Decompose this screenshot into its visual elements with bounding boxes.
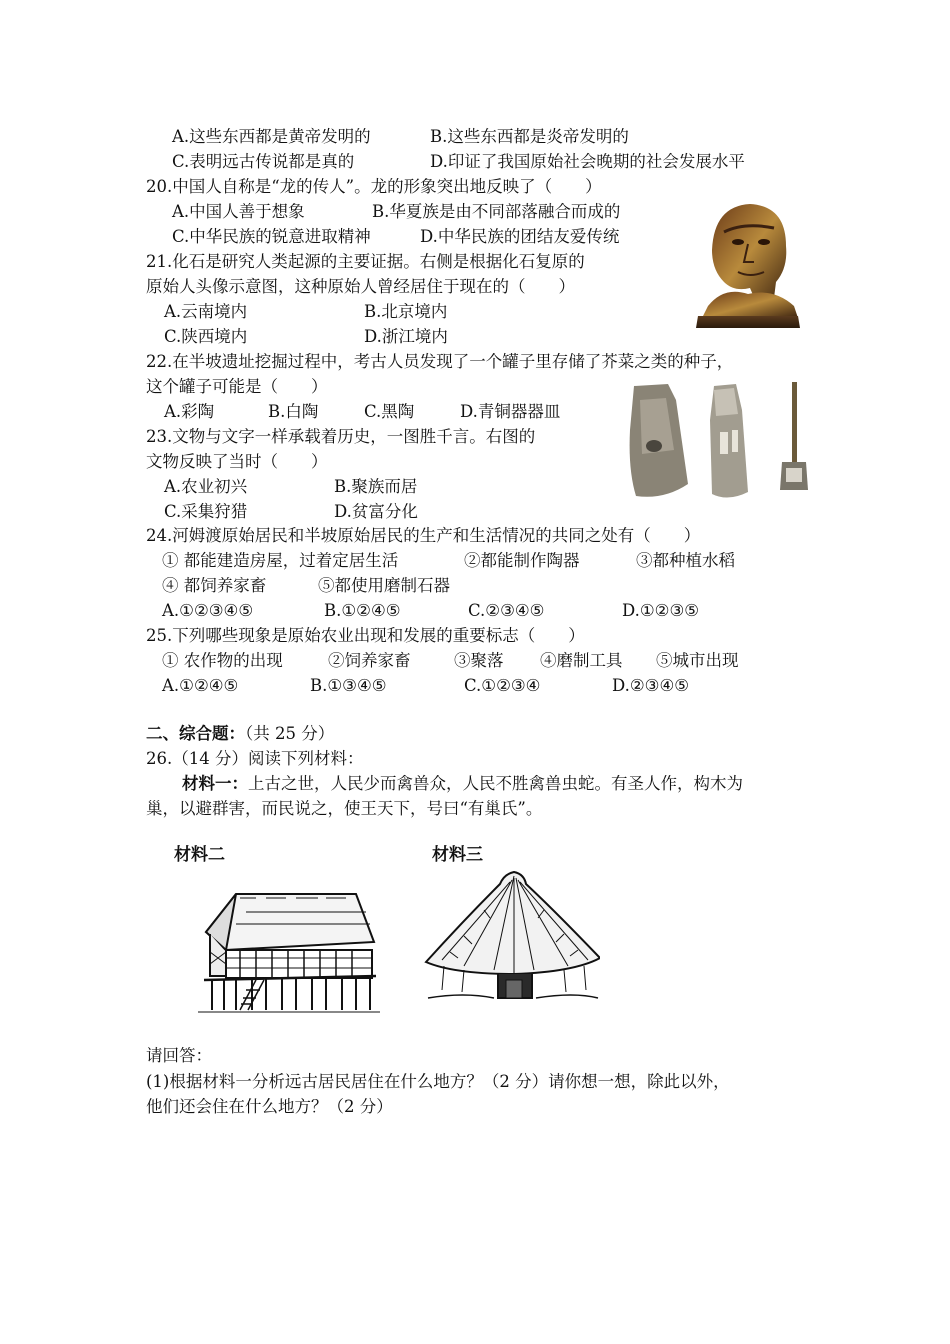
q24-option-b: B.①②④⑤ — [324, 601, 401, 620]
q25-item-4: ④磨制工具 — [540, 651, 623, 670]
q21-stem-line2: 原始人头像示意图，这种原始人曾经居住于现在的（ ） — [146, 277, 575, 296]
q22-stem-line2: 这个罐子可能是（ ） — [146, 377, 328, 396]
q22-option-b: B.白陶 — [268, 402, 319, 421]
q23-stem-line1: 23.文物与文字一样承载着历史，一图胜千言。右图的 — [146, 427, 536, 446]
section2-title: 二、综合题： — [146, 724, 245, 743]
q25-option-b: B.①③④⑤ — [310, 676, 387, 695]
q26-sub1-line2: 他们还会住在什么地方？（2 分） — [146, 1097, 393, 1116]
q24-item-2: ②都能制作陶器 — [464, 551, 580, 570]
q24-option-d: D.①②③⑤ — [622, 601, 700, 620]
q25-stem: 25.下列哪些现象是原始农业出现和发展的重要标志（ ） — [146, 626, 585, 645]
material2-label: 材料二 — [174, 845, 225, 865]
q25-item-1: ① 农作物的出现 — [162, 651, 283, 670]
q20-stem: 20.中国人自称是“龙的传人”。龙的形象突出地反映了（ ） — [146, 177, 602, 196]
q21-option-b: B.北京境内 — [364, 302, 448, 321]
q19-option-d: D.印证了我国原始社会晚期的社会发展水平 — [430, 152, 745, 171]
q26-material1-line2: 巢，以避群害，而民说之，使王天下，号曰“有巢氏”。 — [146, 799, 543, 818]
q20-option-c: C.中华民族的锐意进取精神 — [172, 227, 371, 246]
q22-option-a: A.彩陶 — [164, 402, 215, 421]
stilt-house-image — [196, 872, 380, 1020]
material3-label: 材料三 — [432, 845, 483, 865]
round-hut-image — [424, 870, 600, 1010]
q23-option-b: B.聚族而居 — [334, 477, 418, 496]
material1-text: 上古之世，人民少而禽兽众，人民不胜禽兽虫蛇。有圣人作，构木为 — [248, 774, 743, 793]
q26-material1-line1 — [182, 772, 743, 796]
q25-item-2: ②饲养家畜 — [328, 651, 411, 670]
q25-item-3: ③聚落 — [454, 651, 504, 670]
section2-heading — [146, 722, 334, 746]
material1-label: 材料一： — [182, 774, 248, 793]
q25-option-a: A.①②④⑤ — [162, 676, 239, 695]
q19-option-b: B.这些东西都是炎帝发明的 — [430, 127, 629, 146]
q22-stem-line1: 22.在半坡遗址挖掘过程中，考古人员发现了一个罐子里存储了芥菜之类的种子， — [146, 352, 734, 371]
q19-option-c: C.表明远古传说都是真的 — [172, 152, 355, 171]
q25-option-c: C.①②③④ — [464, 676, 541, 695]
q25-option-d: D.②③④⑤ — [612, 676, 690, 695]
q23-stem-line2: 文物反映了当时（ ） — [146, 452, 328, 471]
q26-stem: 26.（14 分）阅读下列材料： — [146, 749, 364, 768]
primitive-human-bust-image — [694, 198, 802, 332]
q21-stem-line1: 21.化石是研究人类起源的主要证据。右侧是根据化石复原的 — [146, 252, 585, 271]
q23-option-a: A.农业初兴 — [164, 477, 248, 496]
q21-option-d: D.浙江境内 — [364, 327, 448, 346]
q22-option-d: D.青铜器器皿 — [460, 402, 561, 421]
section2-score: （共 25 分） — [245, 724, 335, 743]
q24-item-1: ① 都能建造房屋，过着定居生活 — [162, 551, 399, 570]
q22-option-c: C.黑陶 — [364, 402, 415, 421]
q25-item-5: ⑤城市出现 — [656, 651, 739, 670]
q26-sub1-line1: (1)根据材料一分析远古居民居住在什么地方？（2 分）请你想一想，除此以外， — [146, 1072, 730, 1091]
q20-option-a: A.中国人善于想象 — [172, 202, 305, 221]
q21-option-c: C.陕西境内 — [164, 327, 248, 346]
q24-stem: 24.河姆渡原始居民和半坡原始居民的生产和生活情况的共同之处有（ ） — [146, 526, 701, 545]
q24-option-c: C.②③④⑤ — [468, 601, 545, 620]
q20-option-b: B.华夏族是由不同部落融合而成的 — [372, 202, 621, 221]
q24-item-4: ④ 都饲养家畜 — [162, 576, 267, 595]
q20-option-d: D.中华民族的团结友爱传统 — [420, 227, 620, 246]
stone-spade-image — [624, 380, 814, 504]
q24-item-5: ⑤都使用磨制石器 — [318, 576, 450, 595]
answer-prompt: 请回答： — [146, 1046, 212, 1065]
q24-item-3: ③都种植水稻 — [636, 551, 735, 570]
q19-option-a: A.这些东西都是黄帝发明的 — [172, 127, 371, 146]
q23-option-c: C.采集狩猎 — [164, 502, 248, 521]
q21-option-a: A.云南境内 — [164, 302, 248, 321]
q23-option-d: D.贫富分化 — [334, 502, 418, 521]
q24-option-a: A.①②③④⑤ — [162, 601, 254, 620]
